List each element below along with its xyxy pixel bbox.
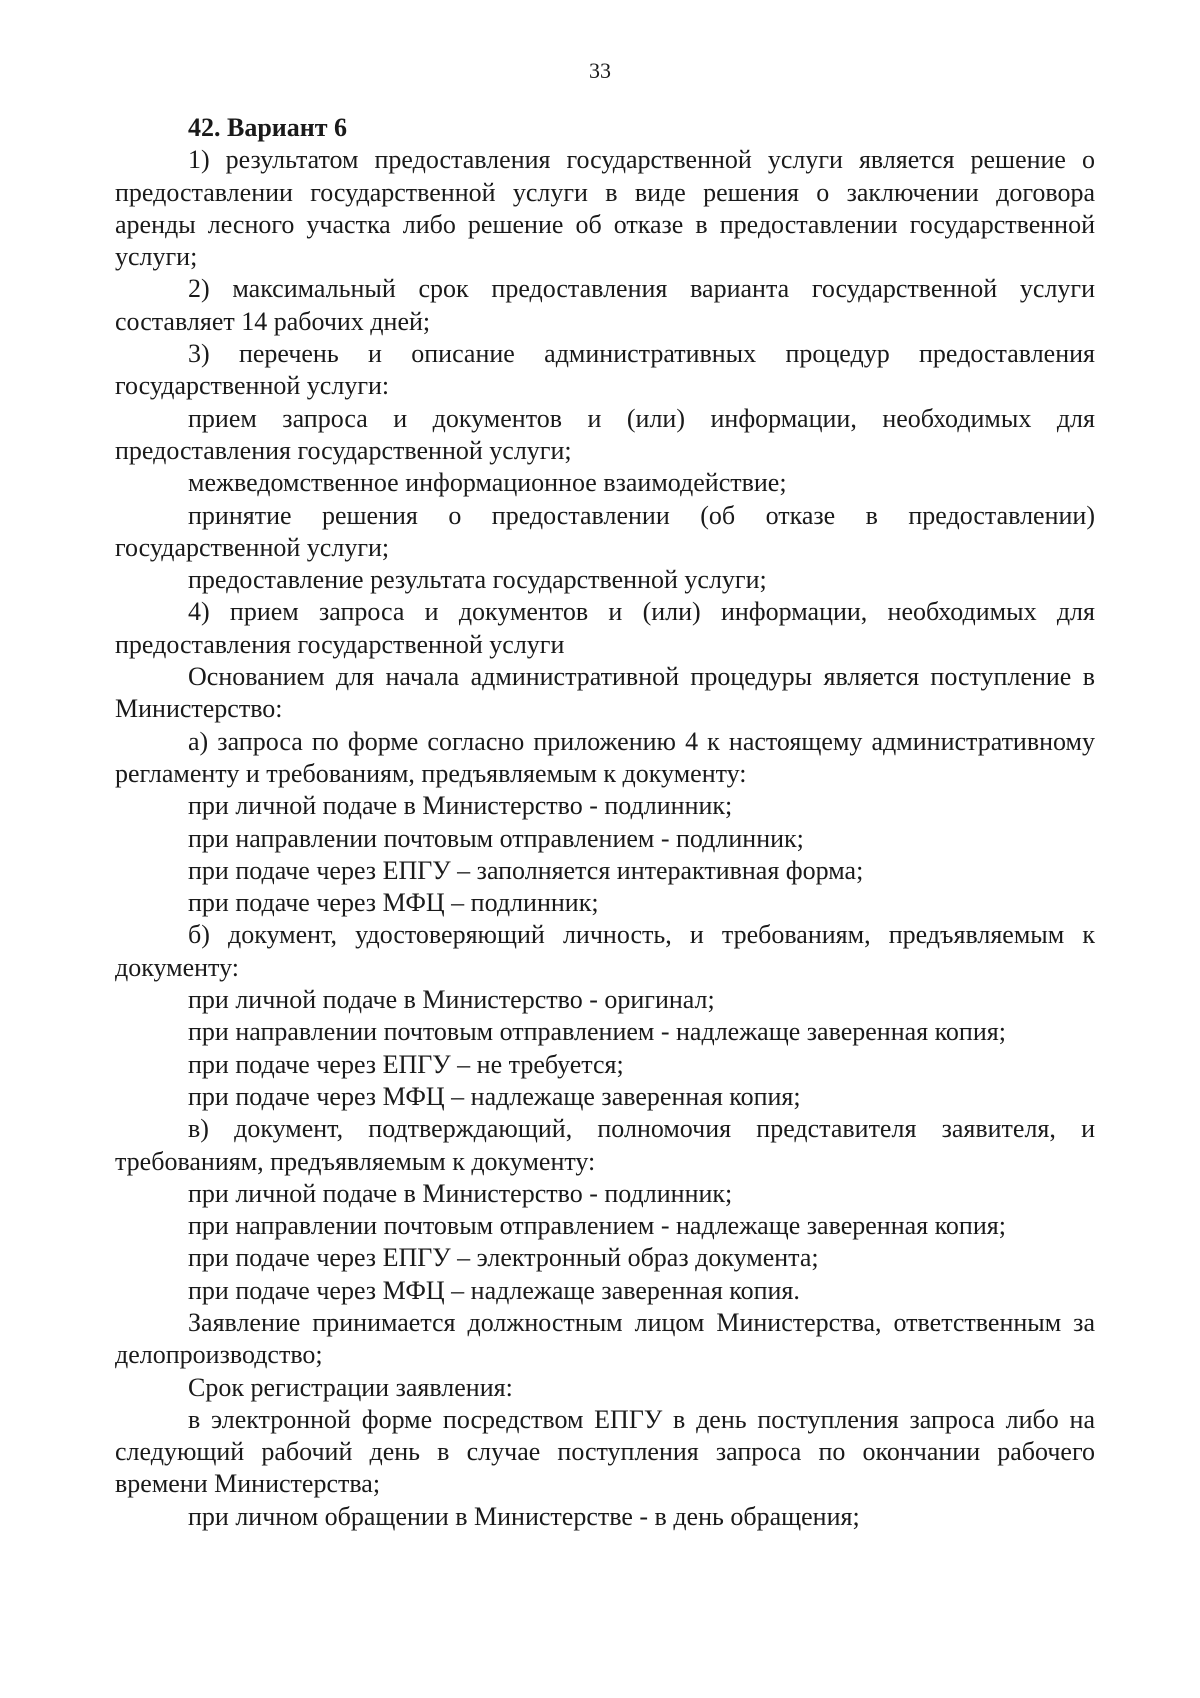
paragraph-v-in-person: при личной подаче в Министерство - подлинник; xyxy=(188,1178,733,1208)
paragraph-application-accepted: Заявление принимается должностным лицом Министерства, ответственным за делопроизводство; xyxy=(115,1307,1095,1370)
paragraph-intake-title: 4) прием запроса и документов и (или) информации, необходимых для предоставления государственной услуги xyxy=(115,597,1095,659)
paragraph-procedure-decision: принятие решения о предоставлении (об отказе в предоставлении) государственной услуги; xyxy=(115,500,1095,562)
paragraph-b-in-person: при личной подаче в Министерство - оригинал; xyxy=(188,985,715,1015)
paragraph-a-mfc: при подаче через МФЦ – подлинник; xyxy=(188,888,599,918)
paragraph-registration-electronic: в электронной форме посредством ЕПГУ в день поступления запроса либо на следующий рабочий день в случае поступления запроса по окончании рабочего времени Министерства; xyxy=(115,1404,1095,1499)
paragraph-registration-in-person: при личном обращении в Министерстве - в день обращения; xyxy=(188,1501,860,1531)
paragraph-max-term: 2) максимальный срок предоставления варианта государственной услуги составляет 14 рабочих дней; xyxy=(115,274,1095,336)
paragraph-a-in-person: при личной подаче в Министерство - подлинник; xyxy=(188,791,733,821)
paragraph-v-post: при направлении почтовым отправлением - надлежаще заверенная копия; xyxy=(188,1211,1006,1241)
paragraph-a-post: при направлении почтовым отправлением - подлинник; xyxy=(188,823,804,853)
document-body xyxy=(115,112,1095,1533)
paragraph-item-b: б) документ, удостоверяющий личность, и требованиям, предъявляемым к документу: xyxy=(115,920,1095,982)
section-heading: 42. Вариант 6 xyxy=(188,113,348,142)
paragraph-procedure-result: предоставление результата государственной услуги; xyxy=(188,565,767,595)
paragraph-procedures-list: 3) перечень и описание административных процедур предоставления государственной услуги: xyxy=(115,339,1095,401)
paragraph-a-epgu: при подаче через ЕПГУ – заполняется интерактивная форма; xyxy=(188,855,864,885)
paragraph-b-post: при направлении почтовым отправлением - надлежаще заверенная копия; xyxy=(188,1017,1006,1047)
paragraph-item-v: в) документ, подтверждающий, полномочия представителя заявителя, и требованиям, предъявляемым к документу: xyxy=(115,1114,1095,1176)
paragraph-b-epgu: при подаче через ЕПГУ – не требуется; xyxy=(188,1049,624,1079)
paragraph-procedure-intake: прием запроса и документов и (или) информации, необходимых для предоставления государственной услуги; xyxy=(115,403,1095,465)
paragraph-registration-term: Срок регистрации заявления: xyxy=(188,1372,513,1402)
paragraph-item-a: а) запроса по форме согласно приложению 4 к настоящему административному регламенту и требованиям, предъявляемым к документу: xyxy=(115,726,1095,788)
paragraph-result: 1) результатом предоставления государственной услуги является решение о предоставлении государственной услуги в виде решения о заключении договора аренды лесного участка либо решение об отказе в предоставлении государственной услуги; xyxy=(115,145,1095,272)
page-number: 33 xyxy=(589,58,611,83)
paragraph-b-mfc: при подаче через МФЦ – надлежаще заверенная копия; xyxy=(188,1081,801,1111)
paragraph-v-mfc: при подаче через МФЦ – надлежаще заверенная копия. xyxy=(188,1275,800,1305)
paragraph-v-epgu: при подаче через ЕПГУ – электронный образ документа; xyxy=(188,1243,819,1273)
paragraph-procedure-interagency: межведомственное информационное взаимодействие; xyxy=(188,468,787,498)
paragraph-basis: Основанием для начала административной процедуры является поступление в Министерство: xyxy=(115,662,1095,724)
